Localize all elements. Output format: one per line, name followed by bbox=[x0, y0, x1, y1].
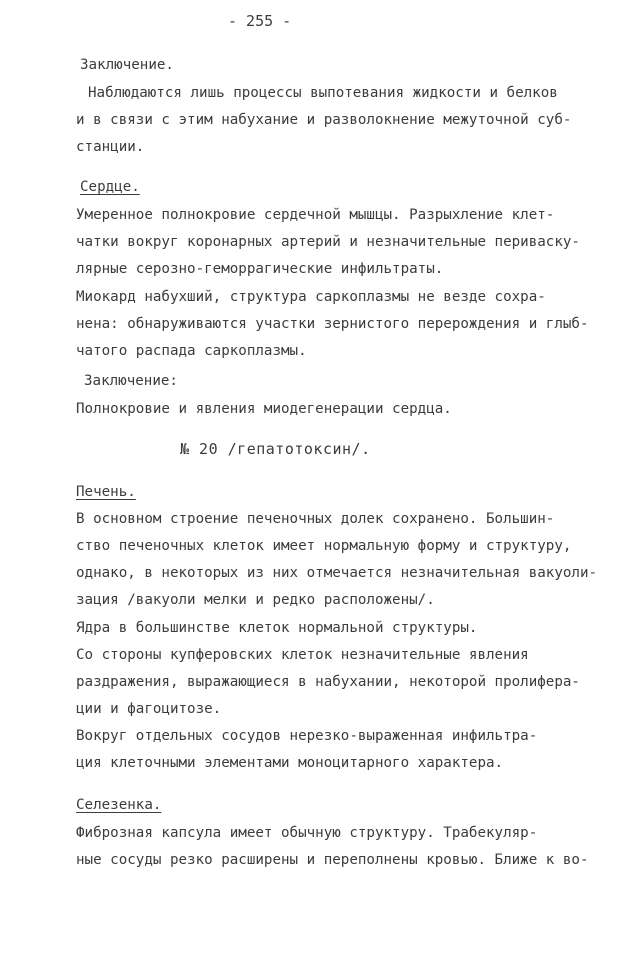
conclusion-heading: Заключение: bbox=[84, 373, 178, 389]
text-line: Миокард набухший, структура саркоплазмы не везде сохра- bbox=[76, 289, 546, 305]
text-line: чатого распада саркоплазмы. bbox=[76, 343, 307, 359]
text-line: Со стороны купферовских клеток незначительные явления bbox=[76, 647, 529, 663]
text-line: Умеренное полнокровие сердечной мышцы. Разрыхление клет- bbox=[76, 207, 555, 223]
text-line: и в связи с этим набухание и разволокнение межуточной суб- bbox=[76, 112, 572, 128]
text-line: нена: обнаруживаются участки зернистого перерождения и глыб- bbox=[76, 316, 589, 332]
text-line: станции. bbox=[76, 139, 145, 155]
text-line: ство печеночных клеток имеет нормальную форму и структуру, bbox=[76, 538, 572, 554]
text-line: ные сосуды резко расширены и переполнены кровью. Ближе к во- bbox=[76, 852, 589, 868]
text-line: Фиброзная капсула имеет обычную структуру. Трабекуляр- bbox=[76, 825, 538, 841]
text-line: Вокруг отдельных сосудов нерезко-выраженная инфильтра- bbox=[76, 728, 538, 744]
case-title: № 20 /гепатотоксин/. bbox=[180, 440, 371, 458]
text-line: ция клеточными элементами моноцитарного характера. bbox=[76, 755, 504, 771]
text-line: однако, в некоторых из них отмечается незначительная вакуоли- bbox=[76, 565, 598, 581]
text-line: В основном строение печеночных долек сохранено. Большин- bbox=[76, 511, 555, 527]
text-line: Полнокровие и явления миодегенерации сердца. bbox=[76, 401, 452, 417]
text-line: Наблюдаются лишь процессы выпотевания жидкости и белков bbox=[88, 85, 558, 101]
section-heading-spleen: Селезенка. bbox=[76, 797, 162, 813]
section-heading-liver: Печень. bbox=[76, 484, 136, 500]
text-line: зация /вакуоли мелки и редко расположены/. bbox=[76, 592, 435, 608]
text-line: чатки вокруг коронарных артерий и незначительные периваску- bbox=[76, 234, 580, 250]
text-line: раздражения, выражающиеся в набухании, некоторой пролифера- bbox=[76, 674, 580, 690]
text-line: Ядра в большинстве клеток нормальной структуры. bbox=[76, 620, 478, 636]
section-heading-heart: Сердце. bbox=[80, 179, 140, 195]
text-line: ции и фагоцитозе. bbox=[76, 701, 222, 717]
text-line: лярные серозно-геморрагические инфильтраты. bbox=[76, 261, 444, 277]
page-number: - 255 - bbox=[228, 12, 292, 30]
conclusion-heading: Заключение. bbox=[80, 57, 174, 73]
